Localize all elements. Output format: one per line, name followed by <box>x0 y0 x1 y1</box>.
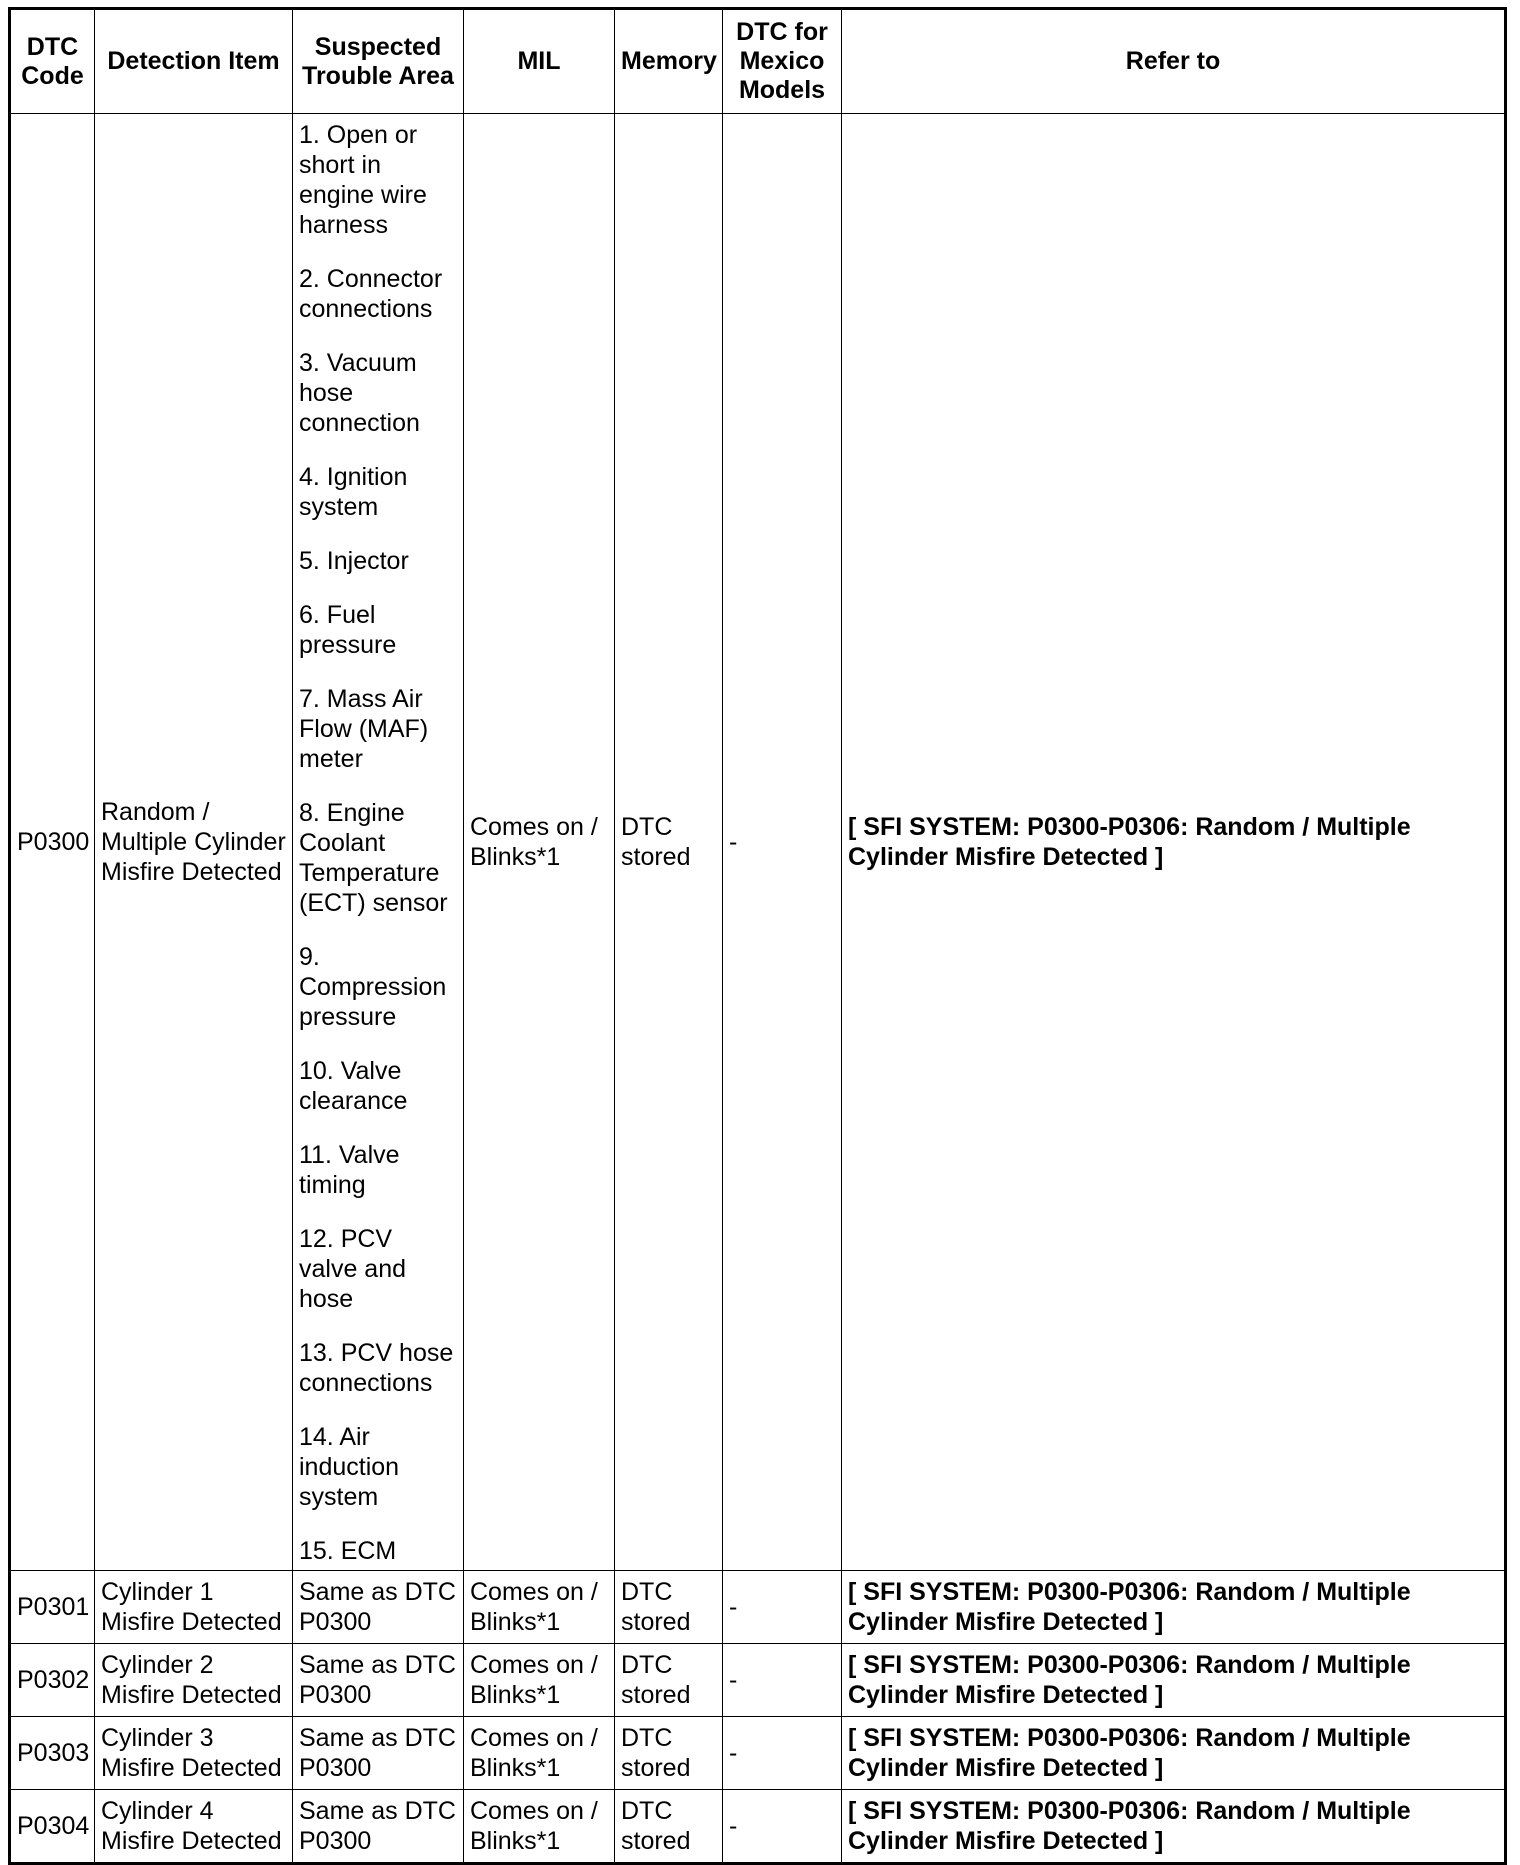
header-mil: MIL <box>464 9 615 114</box>
refer-link[interactable]: [ SFI SYSTEM: P0300-P0306: Random / Multiple Cylinder Misfire Detected ] <box>842 1790 1506 1864</box>
trouble-area: Same as DTC P0300 <box>293 1790 464 1864</box>
trouble-area-list <box>293 114 464 1571</box>
list-item: 13. PCV hose connections <box>299 1339 454 1397</box>
list-item: 9. Compression pressure <box>299 943 447 1031</box>
table-row <box>10 1571 1506 1644</box>
list-item: 15. ECM <box>299 1537 397 1565</box>
mexico-dtc: - <box>723 114 842 1571</box>
mexico-dtc: - <box>723 1790 842 1864</box>
table-row <box>10 1790 1506 1864</box>
list-item: 6. Fuel pressure <box>299 601 397 659</box>
detection-item: Cylinder 1 Misfire Detected <box>95 1571 293 1644</box>
header-memory: Memory <box>615 9 723 114</box>
header-dtc-code: DTC Code <box>10 9 95 114</box>
dtc-code: P0300 <box>10 114 95 1571</box>
detection-item: Random / Multiple Cylinder Misfire Detected <box>95 114 293 1571</box>
dtc-code: P0303 <box>10 1717 95 1790</box>
memory-status: DTC stored <box>615 114 723 1571</box>
memory-status: DTC stored <box>615 1790 723 1864</box>
list-item: 3. Vacuum hose connection <box>299 349 420 437</box>
list-item: 7. Mass Air Flow (MAF) meter <box>299 685 429 773</box>
header-dtc-mexico: DTC for Mexico Models <box>723 9 842 114</box>
refer-link[interactable]: [ SFI SYSTEM: P0300-P0306: Random / Multiple Cylinder Misfire Detected ] <box>842 1717 1506 1790</box>
detection-item: Cylinder 2 Misfire Detected <box>95 1644 293 1717</box>
dtc-table-container <box>8 7 1507 1865</box>
header-suspected-trouble-area: Suspected Trouble Area <box>293 9 464 114</box>
mil-status: Comes on / Blinks*1 <box>464 114 615 1571</box>
mil-status: Comes on / Blinks*1 <box>464 1790 615 1864</box>
header-refer-to: Refer to <box>842 9 1506 114</box>
table-row <box>10 1644 1506 1717</box>
detection-item: Cylinder 3 Misfire Detected <box>95 1717 293 1790</box>
list-item: 1. Open or short in engine wire harness <box>299 121 427 239</box>
memory-status: DTC stored <box>615 1644 723 1717</box>
refer-link[interactable]: [ SFI SYSTEM: P0300-P0306: Random / Multiple Cylinder Misfire Detected ] <box>842 1571 1506 1644</box>
list-item: 4. Ignition system <box>299 463 408 521</box>
refer-link[interactable]: [ SFI SYSTEM: P0300-P0306: Random / Multiple Cylinder Misfire Detected ] <box>842 1644 1506 1717</box>
table-row <box>10 1717 1506 1790</box>
dtc-code: P0304 <box>10 1790 95 1864</box>
table-row <box>10 114 1506 1571</box>
list-item: 5. Injector <box>299 547 409 575</box>
dtc-code: P0301 <box>10 1571 95 1644</box>
mexico-dtc: - <box>723 1571 842 1644</box>
mil-status: Comes on / Blinks*1 <box>464 1644 615 1717</box>
dtc-table <box>8 7 1507 1865</box>
header-row <box>10 9 1506 114</box>
list-item: 2. Connector connections <box>299 265 443 323</box>
mexico-dtc: - <box>723 1644 842 1717</box>
list-item: 11. Valve timing <box>299 1141 400 1199</box>
dtc-code: P0302 <box>10 1644 95 1717</box>
trouble-area: Same as DTC P0300 <box>293 1644 464 1717</box>
trouble-area: Same as DTC P0300 <box>293 1571 464 1644</box>
mexico-dtc: - <box>723 1717 842 1790</box>
mil-status: Comes on / Blinks*1 <box>464 1717 615 1790</box>
mil-status: Comes on / Blinks*1 <box>464 1571 615 1644</box>
memory-status: DTC stored <box>615 1571 723 1644</box>
memory-status: DTC stored <box>615 1717 723 1790</box>
refer-link[interactable]: [ SFI SYSTEM: P0300-P0306: Random / Multiple Cylinder Misfire Detected ] <box>842 114 1506 1571</box>
list-item: 12. PCV valve and hose <box>299 1225 407 1313</box>
list-item: 8. Engine Coolant Temperature (ECT) sensor <box>299 799 448 917</box>
header-detection-item: Detection Item <box>95 9 293 114</box>
trouble-area: Same as DTC P0300 <box>293 1717 464 1790</box>
list-item: 14. Air induction system <box>299 1423 400 1511</box>
detection-item: Cylinder 4 Misfire Detected <box>95 1790 293 1864</box>
list-item: 10. Valve clearance <box>299 1057 408 1115</box>
